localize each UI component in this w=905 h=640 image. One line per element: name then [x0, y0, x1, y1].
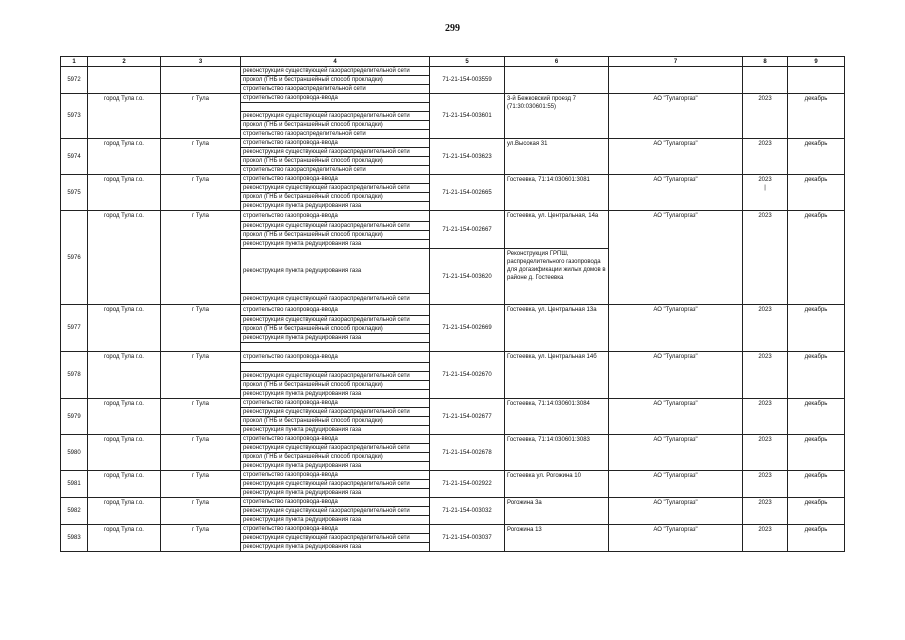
work-type: реконструкция пункта редуцирования газа [241, 249, 430, 294]
settlement-cell: г Тула [161, 94, 241, 139]
col-header: 4 [241, 57, 430, 67]
work-type: реконструкция существующей газораспределительной сети [241, 112, 430, 121]
work-type: реконструкция пункта редуцирования газа [241, 334, 430, 343]
object-code: 71-21-154-003037 [430, 525, 505, 552]
address-cell [505, 67, 609, 94]
work-type: строительство газопровода-ввода [241, 525, 430, 534]
work-type: строительство газораспределительной сети [241, 130, 430, 139]
object-code: 71-21-154-003032 [430, 498, 505, 525]
org-cell: АО "Тулагоргаз" [609, 525, 743, 552]
row-number: 5979 [61, 399, 88, 435]
object-code: 71-21-154-002922 [430, 471, 505, 498]
object-code: 71-21-154-002669 [430, 305, 505, 352]
settlement-cell: г Тула [161, 175, 241, 211]
row-number: 5982 [61, 498, 88, 525]
work-type: строительство газопровода-ввода [241, 139, 430, 148]
address-cell: Гостеевка, ул. Центральная, 14а [505, 211, 609, 249]
month-cell: декабрь [788, 94, 845, 139]
city-cell [88, 67, 161, 94]
row-number: 5983 [61, 525, 88, 552]
work-type: реконструкция существующей газораспределительной сети [241, 534, 430, 543]
month-cell: декабрь [788, 435, 845, 471]
address-cell: Гостеевка, ул. Центральная 14б [505, 352, 609, 399]
work-type: прокол (ГНБ и бестраншейный способ прокладки) [241, 193, 430, 202]
row-number: 5980 [61, 435, 88, 471]
city-cell: город Тула г.о. [88, 435, 161, 471]
year-cell: 2023 [743, 211, 788, 305]
city-cell: город Тула г.о. [88, 94, 161, 139]
col-header: 3 [161, 57, 241, 67]
page-number: 299 [445, 23, 460, 34]
city-cell: город Тула г.о. [88, 352, 161, 399]
row-number: 5973 [61, 94, 88, 139]
object-code: 71-21-154-002665 [430, 175, 505, 211]
col-header: 2 [88, 57, 161, 67]
object-code: 71-21-154-003620 [430, 249, 505, 305]
work-type: реконструкция существующей газораспределительной сети [241, 316, 430, 325]
work-type: строительство газопровода-ввода [241, 498, 430, 507]
work-type: реконструкция существующей газораспределительной сети [241, 67, 430, 76]
work-type: строительство газопровода-ввода [241, 435, 430, 444]
address-cell: Гостеевка ул. Рогожина 10 [505, 471, 609, 498]
table-row [61, 67, 845, 76]
year-cell: 2023 [743, 139, 788, 175]
col-header: 7 [609, 57, 743, 67]
col-header: 5 [430, 57, 505, 67]
header-row [61, 57, 845, 67]
work-type: строительство газопровода-ввода [241, 211, 430, 222]
work-type: прокол (ГНБ и бестраншейный способ прокладки) [241, 157, 430, 166]
address-cell: Гостеевка, 71:14:030601:3084 [505, 399, 609, 435]
year-cell [743, 67, 788, 94]
org-cell: АО "Тулагоргаз" [609, 352, 743, 399]
work-type: строительство газораспределительной сети [241, 85, 430, 94]
work-type: реконструкция существующей газораспределительной сети [241, 444, 430, 453]
object-code: 71-21-154-002670 [430, 352, 505, 399]
settlement-cell: г Тула [161, 211, 241, 305]
work-type: строительство газопровода-ввода [241, 305, 430, 316]
work-type: реконструкция пункта редуцирования газа [241, 489, 430, 498]
work-type: прокол (ГНБ и бестраншейный способ прокладки) [241, 325, 430, 334]
row-number: 5972 [61, 67, 88, 94]
city-cell: город Тула г.о. [88, 305, 161, 352]
month-cell: декабрь [788, 399, 845, 435]
settlement-cell: г Тула [161, 352, 241, 399]
work-type: прокол (ГНБ и бестраншейный способ прокладки) [241, 76, 430, 85]
work-type: реконструкция пункта редуцирования газа [241, 390, 430, 399]
work-type-empty [241, 363, 430, 372]
row-number: 5975 [61, 175, 88, 211]
work-type: реконструкция пункта редуцирования газа [241, 462, 430, 471]
year-cell: 2023 [743, 94, 788, 139]
settlement-cell: г Тула [161, 498, 241, 525]
object-code: 71-21-154-002677 [430, 399, 505, 435]
work-type: реконструкция пункта редуцирования газа [241, 202, 430, 211]
row-number: 5976 [61, 211, 88, 305]
month-cell: декабрь [788, 352, 845, 399]
settlement-cell [161, 67, 241, 94]
org-cell: АО "Тулагоргаз" [609, 94, 743, 139]
work-type: реконструкция пункта редуцирования газа [241, 543, 430, 552]
year-cell: 2023 [743, 525, 788, 552]
city-cell: город Тула г.о. [88, 498, 161, 525]
work-type: реконструкция существующей газораспределительной сети [241, 408, 430, 417]
settlement-cell: г Тула [161, 525, 241, 552]
city-cell: город Тула г.о. [88, 175, 161, 211]
work-type: прокол (ГНБ и бестраншейный способ прокладки) [241, 121, 430, 130]
city-cell: город Тула г.о. [88, 211, 161, 305]
work-type: реконструкция существующей газораспределительной сети [241, 148, 430, 157]
work-type: строительство газопровода-ввода [241, 471, 430, 480]
object-code: 71-21-154-003559 [430, 67, 505, 94]
address-cell: 3-й Бежковский проезд 7 (71:30:030601:55) [505, 94, 609, 139]
year-value: 2023 [758, 177, 772, 183]
object-code: 71-21-154-003601 [430, 94, 505, 139]
address-cell: Гостеевка, 71:14:030601:3081 [505, 175, 609, 211]
work-type: реконструкция существующей газораспределительной сети [241, 184, 430, 193]
org-cell: АО "Тулагоргаз" [609, 211, 743, 305]
org-cell: АО "Тулагоргаз" [609, 471, 743, 498]
work-type: реконструкция пункта редуцирования газа [241, 240, 430, 249]
month-cell: декабрь [788, 471, 845, 498]
year-cell: 2023 [743, 305, 788, 352]
settlement-cell: г Тула [161, 435, 241, 471]
work-type: строительство газопровода-ввода [241, 352, 430, 363]
address-cell: Рогожина 3а [505, 498, 609, 525]
address-cell: ул.Высокая 31 [505, 139, 609, 175]
year-cell: 2023 [743, 352, 788, 399]
object-code: 71-21-154-002678 [430, 435, 505, 471]
address-cell: Реконструкция ГРПШ, распределительного газопровода для догазификации жилых домов в районе д. Гостеевка [505, 249, 609, 305]
city-cell: город Тула г.о. [88, 525, 161, 552]
pen-mark: | [764, 185, 766, 191]
org-cell: АО "Тулагоргаз" [609, 305, 743, 352]
org-cell: АО "Тулагоргаз" [609, 435, 743, 471]
city-cell: город Тула г.о. [88, 471, 161, 498]
month-cell: декабрь [788, 525, 845, 552]
object-code: 71-21-154-002667 [430, 211, 505, 249]
year-cell: 2023 [743, 471, 788, 498]
work-type: реконструкция существующей газораспределительной сети [241, 480, 430, 489]
month-cell: декабрь [788, 211, 845, 305]
work-type: строительство газопровода-ввода [241, 399, 430, 408]
org-cell: АО "Тулагоргаз" [609, 175, 743, 211]
work-type: строительство газопровода-ввода [241, 94, 430, 103]
work-type: реконструкция существующей газораспределительной сети [241, 294, 430, 305]
month-cell: декабрь [788, 305, 845, 352]
month-cell: декабрь [788, 175, 845, 211]
row-number: 5981 [61, 471, 88, 498]
col-header: 9 [788, 57, 845, 67]
work-type: строительство газопровода-ввода [241, 175, 430, 184]
work-type: прокол (ГНБ и бестраншейный способ прокладки) [241, 381, 430, 390]
month-cell: декабрь [788, 139, 845, 175]
city-cell: город Тула г.о. [88, 399, 161, 435]
work-type-empty [241, 103, 430, 112]
col-header: 8 [743, 57, 788, 67]
org-cell: АО "Тулагоргаз" [609, 498, 743, 525]
row-number: 5977 [61, 305, 88, 352]
work-type: реконструкция существующей газораспределительной сети [241, 507, 430, 516]
work-type: реконструкция существующей газораспределительной сети [241, 372, 430, 381]
work-type: прокол (ГНБ и бестраншейный способ прокладки) [241, 417, 430, 426]
row-number: 5974 [61, 139, 88, 175]
year-cell [743, 175, 788, 211]
col-header: 1 [61, 57, 88, 67]
object-code: 71-21-154-003623 [430, 139, 505, 175]
settlement-cell: г Тула [161, 399, 241, 435]
work-type: строительство газораспределительной сети [241, 166, 430, 175]
address-cell: Гостеевка, ул. Центральная 13а [505, 305, 609, 352]
year-cell: 2023 [743, 498, 788, 525]
address-cell: Рогожина 13 [505, 525, 609, 552]
settlement-cell: г Тула [161, 139, 241, 175]
month-cell [788, 67, 845, 94]
org-cell: АО "Тулагоргаз" [609, 139, 743, 175]
work-type: реконструкция пункта редуцирования газа [241, 516, 430, 525]
settlement-cell: г Тула [161, 305, 241, 352]
row-number: 5978 [61, 352, 88, 399]
work-type: прокол (ГНБ и бестраншейный способ прокладки) [241, 453, 430, 462]
col-header: 6 [505, 57, 609, 67]
month-cell: декабрь [788, 498, 845, 525]
address-cell: Гостеевка, 71:14:030601:3083 [505, 435, 609, 471]
work-type-empty [241, 343, 430, 352]
work-type: реконструкция существующей газораспределительной сети [241, 222, 430, 231]
year-cell: 2023 [743, 399, 788, 435]
city-cell: город Тула г.о. [88, 139, 161, 175]
org-cell: АО "Тулагоргаз" [609, 399, 743, 435]
work-type: прокол (ГНБ и бестраншейный способ прокладки) [241, 231, 430, 240]
year-cell: 2023 [743, 435, 788, 471]
work-type: реконструкция пункта редуцирования газа [241, 426, 430, 435]
registry-table [60, 56, 845, 552]
org-cell [609, 67, 743, 94]
settlement-cell: г Тула [161, 471, 241, 498]
